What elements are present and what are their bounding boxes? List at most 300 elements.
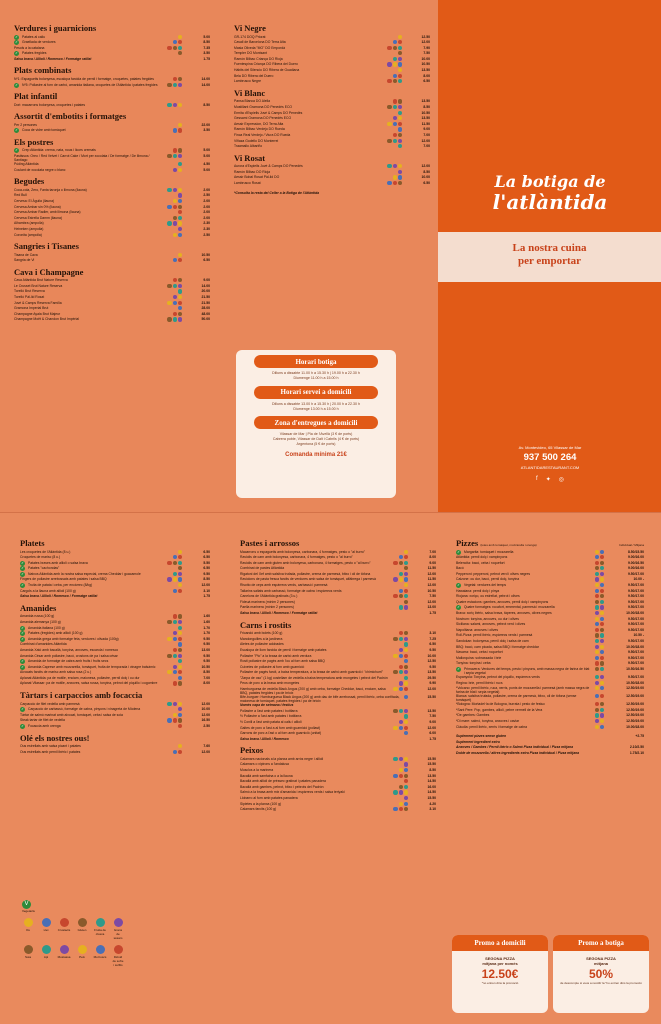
allergen-icon bbox=[404, 695, 408, 699]
allergen-icons bbox=[404, 731, 408, 735]
allergen-icons bbox=[167, 221, 182, 225]
menu-item-name: ½ Conill a l'ast amb patata al caliu i allioli bbox=[240, 719, 302, 724]
allergen-icons bbox=[595, 725, 604, 729]
allergen-icon bbox=[393, 105, 397, 109]
allergen-icon bbox=[167, 284, 171, 288]
allergen-icon bbox=[404, 681, 408, 685]
allergen-icon bbox=[173, 648, 177, 652]
menu-item-name: GR-174 DOQ Priorat bbox=[234, 34, 266, 39]
menu-item-price: 8.50 bbox=[203, 40, 210, 45]
pizza-item-price: 10.00/18.00 bbox=[626, 644, 644, 649]
pizza-item-name: Sandokan: bolonyesa, pernil dolç i salsa de carn bbox=[456, 639, 529, 643]
allergen-icon bbox=[404, 779, 408, 783]
allergen-icons bbox=[404, 642, 408, 646]
pizza-extra-price: 2.10/2.50 bbox=[629, 745, 644, 750]
menu-item-name: Risotto de ceps amb espàrrecs verds, carbassó i parmesà bbox=[240, 583, 328, 588]
pizza-item-price: 9.50/17.00 bbox=[627, 639, 644, 643]
pizza-item-name: Riojana: xoriço, ou estrellat, pebrot i olives bbox=[456, 594, 520, 599]
allergen-icon bbox=[595, 622, 599, 626]
allergen-icon bbox=[114, 945, 123, 954]
menu-item-price: 9.90 bbox=[429, 681, 436, 686]
allergen-icon bbox=[178, 51, 182, 55]
allergen-icon bbox=[595, 656, 599, 660]
menu-item bbox=[14, 317, 210, 323]
menu-item-name: Dori: macarrons bolonyesa, croquetes i patates bbox=[14, 102, 86, 107]
menu-item-name: Bacallà amb allioli de préssec gratinat i patates panadera bbox=[240, 779, 326, 784]
pizza-item-price: 9.00/16.00 bbox=[627, 566, 644, 571]
menu-item-name: Amanida Caprese amb mozzarella, tomàquet, fruita de temporada i vinagre balsàmic bbox=[28, 664, 156, 669]
vegetarian-icon: ✓ bbox=[457, 666, 460, 671]
menu-item-price: 12.00 bbox=[427, 599, 436, 604]
menu-item-price: 3.10 bbox=[203, 588, 210, 593]
menu-item-name: Coulant de xocolata negre o blanc bbox=[14, 167, 66, 172]
allergen-icon bbox=[600, 617, 604, 621]
phone-number[interactable]: 937 500 264 bbox=[523, 452, 577, 463]
facebook-icon[interactable]: f bbox=[536, 476, 538, 482]
allergen-label: Ou bbox=[25, 928, 30, 932]
delivery-hours-weekdays: Dilluns a dissabte 13.00 h a 15.30 h | 20.00 h a 22.30 h bbox=[271, 401, 361, 406]
menu-item-name: Masia Oliveda "MO" DO Empordà bbox=[234, 45, 286, 50]
menu-item-price: 7.00 bbox=[423, 144, 430, 149]
pizza-item-price: 9.00/16.00 bbox=[627, 555, 644, 560]
menu-item-name: Garrons de porc a l'ast o al forn amb guarnició (unitat) bbox=[240, 731, 322, 736]
menu-item-name: Macarrons o espaguetis amb bolonyesa, carbonara, 4 formatges, pesto o "al burro" bbox=[240, 549, 365, 554]
website-link[interactable]: ATLANTIDARESTAURANT.COM bbox=[520, 465, 580, 470]
menu-column-1 bbox=[20, 535, 210, 755]
menu-item-name: Crep Atlàntida: crema, nata, nous i licors cremats bbox=[22, 148, 96, 153]
menu-item-name: Pollastre de pagès farcit, a baixa temperatura, a la brasa de carbó amb guarnició i "chimichurri" bbox=[240, 670, 384, 675]
menu-item-name: Patates "cachondas" bbox=[28, 566, 60, 571]
menu-item-price: 13.50 bbox=[421, 68, 430, 73]
allergen-icons bbox=[173, 233, 182, 237]
allergen-icon bbox=[178, 162, 182, 166]
allergen-icon bbox=[404, 589, 408, 593]
allergen-icon bbox=[178, 555, 182, 559]
menu-item-name: Bife-burguer: Hamburguesa Black Angus (200 g) amb dau de bife arrebossat, pernil ibèric, ceba confitada, maionesa de tomàquet, patates fregides i pa de brioix bbox=[240, 695, 400, 704]
allergen-icons bbox=[167, 637, 182, 641]
allergen-icons bbox=[404, 600, 408, 604]
menu-item bbox=[14, 233, 210, 239]
vegetarian-icon: ✓ bbox=[457, 583, 460, 588]
shop-hours-weekdays: Dilluns a dissabte 11.00 h a 15.30 h | 19.00 h a 22.30 h bbox=[272, 371, 360, 375]
allergen-icon bbox=[600, 650, 604, 654]
allergen-icon bbox=[404, 726, 408, 730]
menu-item-name: Patates al caliu bbox=[22, 34, 45, 39]
allergen-icons bbox=[398, 35, 402, 39]
allergen-icon bbox=[399, 709, 403, 713]
menu-item-name: Torelló Pàl-lid Rosat bbox=[14, 295, 45, 300]
allergen-icon bbox=[24, 945, 33, 954]
allergen-icon bbox=[60, 918, 69, 927]
menu-item bbox=[240, 737, 436, 743]
menu-item-name: Pastissos: Oreo / Red Velvet / Carrot Cake / Mort per xocolata / De formatge / De llimona / Santiago bbox=[14, 154, 150, 163]
allergen-icon bbox=[595, 583, 599, 587]
allergen-icon bbox=[600, 555, 604, 559]
menu-item-name: Rigatoni del Xef amb salsitxa trufada, pollastre, crema de parmesà, bitxo i oli de tòfona bbox=[240, 571, 371, 576]
allergen-icons bbox=[393, 654, 408, 658]
allergen-icon bbox=[600, 611, 604, 615]
allergen-icon bbox=[178, 205, 182, 209]
allergen-icons bbox=[595, 617, 604, 621]
allergen-icon bbox=[178, 577, 182, 581]
menu-item-price: 5.00 bbox=[203, 148, 210, 153]
allergen-icon bbox=[404, 665, 408, 669]
allergen-icon bbox=[595, 725, 599, 729]
menu-item-price: 12.50 bbox=[421, 34, 430, 39]
menu-item bbox=[234, 181, 430, 187]
menu-item-name: Tàrtar de salmó marinat amb alvocat, tomàquet, ceba i salsa de soia bbox=[20, 712, 123, 717]
allergen-icon bbox=[600, 645, 604, 649]
menu-item bbox=[20, 724, 210, 730]
menu-item-price: 1.75 bbox=[429, 736, 436, 741]
allergen-icon bbox=[398, 181, 402, 185]
allergen-icons bbox=[404, 762, 408, 766]
allergen-icon bbox=[399, 790, 403, 794]
menu-item-name: Amanida de formatge de cabra amb fruits i fruits secs bbox=[28, 659, 109, 664]
allergen-legend-item bbox=[58, 945, 70, 967]
allergen-icon bbox=[600, 639, 604, 643]
allergen-icon bbox=[404, 637, 408, 641]
menu-item-name: Calamars o xipirons a l'andalusa bbox=[240, 762, 289, 767]
promo-delivery-line1: SEGONA PIZZA bbox=[485, 956, 515, 961]
menu-item-price: 8.00 bbox=[429, 555, 436, 560]
menu-item-price: 5.50 bbox=[203, 560, 210, 565]
allergen-icon bbox=[178, 317, 182, 321]
allergen-icons bbox=[178, 123, 182, 127]
pizza-item-price: 9.50/17.00 bbox=[627, 605, 644, 610]
menu-item-price: 12.00 bbox=[427, 687, 436, 692]
menu-item-name: Lambrusco Negre bbox=[234, 79, 261, 84]
allergen-icon bbox=[178, 750, 182, 754]
menu-item-price: 29.50 bbox=[427, 675, 436, 680]
menu-item-price: 2.50 bbox=[203, 193, 210, 198]
pizza-extra-name: Suplement ingredient extra bbox=[456, 739, 500, 744]
allergen-icons bbox=[595, 694, 604, 698]
menu-item bbox=[14, 103, 210, 109]
twitter-icon[interactable]: ✦ bbox=[545, 477, 551, 483]
vegetarian-icon: ✓ bbox=[21, 571, 24, 576]
allergen-icon bbox=[178, 128, 182, 132]
allergen-icon bbox=[595, 719, 599, 723]
allergen-icon bbox=[393, 654, 397, 658]
allergen-icon bbox=[60, 945, 69, 954]
menu-item-price: 7.50 bbox=[429, 714, 436, 719]
allergen-icons bbox=[399, 768, 408, 772]
vegetarian-icon: ✓ bbox=[15, 34, 18, 39]
allergen-label: Crustacis bbox=[57, 928, 71, 932]
menu-item-name: Cervesa Ambar Radler, amb llimona (llauna) bbox=[14, 210, 81, 215]
menu-item-name: Amanida russa (100 g) bbox=[20, 614, 55, 619]
allergen-icons bbox=[399, 802, 408, 806]
allergen-icon bbox=[398, 127, 402, 131]
allergen-icons bbox=[399, 555, 408, 559]
allergen-icons bbox=[404, 566, 408, 570]
allergen-icons bbox=[399, 589, 408, 593]
allergen-icon bbox=[167, 221, 171, 225]
allergen-icons bbox=[167, 317, 182, 321]
allergen-icon bbox=[173, 665, 177, 669]
allergen-icon bbox=[173, 258, 177, 262]
allergen-icon bbox=[595, 572, 599, 576]
allergen-icon bbox=[387, 139, 391, 143]
allergen-icons bbox=[399, 572, 408, 576]
menu-item-name: Pollastre a l'ast amb patates i botifarra bbox=[240, 708, 298, 713]
allergen-icon bbox=[173, 561, 177, 565]
menu-item-price: 13.50 bbox=[421, 99, 430, 104]
menu-item-price: 7.90 bbox=[423, 45, 430, 50]
allergen-icon bbox=[404, 807, 408, 811]
allergen-icon bbox=[600, 667, 604, 671]
allergen-icon bbox=[24, 918, 33, 927]
menu-item-name: Pollastre "Pio" a la brasa de carbó amb verdura bbox=[240, 653, 312, 658]
allergen-icons bbox=[398, 68, 402, 72]
allergen-icons bbox=[595, 566, 604, 570]
allergen-legend-item bbox=[76, 945, 88, 967]
allergen-icons bbox=[393, 670, 408, 674]
pizza-item-price: 9.50/17.00 bbox=[627, 571, 644, 576]
menu-item-name: Salsa brava / Allioli / Romesco / Formatge ratllat bbox=[14, 56, 92, 61]
menu-item-price: 6.50 bbox=[203, 555, 210, 560]
allergen-icons bbox=[393, 687, 408, 691]
menu-item-price: 10.50 bbox=[201, 664, 210, 669]
allergen-icons bbox=[595, 605, 604, 609]
allergen-icon bbox=[173, 278, 177, 282]
allergen-icon bbox=[398, 40, 402, 44]
menu-item-price: 2.00 bbox=[203, 187, 210, 192]
allergen-icon bbox=[167, 637, 171, 641]
allergen-icon bbox=[404, 720, 408, 724]
pizza-item-name: *Bologna: Mortadel·la de Bologna, burrata i pesto de festuc bbox=[456, 702, 545, 707]
allergen-icons bbox=[387, 139, 402, 143]
allergen-icon bbox=[398, 170, 402, 174]
pizza-item-price: 9.50/17.00 bbox=[627, 650, 644, 655]
allergen-icon bbox=[178, 631, 182, 635]
allergen-icons bbox=[173, 713, 182, 717]
menu-item-price: 6.50 bbox=[423, 180, 430, 185]
allergen-icon bbox=[178, 210, 182, 214]
allergen-icon bbox=[595, 550, 599, 554]
allergen-icon bbox=[173, 83, 177, 87]
menu-item-name: Amanida italiana (100 g) bbox=[28, 625, 65, 630]
menu-item-name: Aplanat Atlàntida: pa de motlle, enciam, maionesa, pollastre, pernil dolç i ou dur bbox=[20, 675, 140, 680]
menu-item-price: 10.00 bbox=[427, 653, 436, 658]
allergen-icons bbox=[393, 757, 408, 761]
instagram-icon[interactable]: ◎ bbox=[558, 477, 564, 483]
allergen-icons bbox=[173, 199, 182, 203]
menu-item bbox=[14, 128, 210, 134]
vegetarian-icon: ✓ bbox=[457, 549, 460, 554]
pizza-item-name: Regina: brie, pernil ibèric i rucs bbox=[456, 680, 503, 685]
pizza-item-price: 9.50/17.00 bbox=[627, 583, 644, 588]
allergen-icons bbox=[173, 665, 182, 669]
allergen-icon bbox=[595, 566, 599, 570]
allergen-icons bbox=[399, 605, 408, 609]
allergen-icons bbox=[167, 301, 182, 305]
allergen-icon bbox=[178, 681, 182, 685]
allergen-icons bbox=[167, 154, 182, 158]
menu-item-name: Finca Real Verdejo / Viura DO Rueda bbox=[234, 132, 291, 137]
menu-item-name: Musclos a la marinera bbox=[240, 767, 274, 772]
allergen-icon bbox=[393, 74, 397, 78]
menu-item-name: Alhambra (ampolla) bbox=[14, 221, 44, 226]
allergen-icon bbox=[404, 654, 408, 658]
allergen-icon bbox=[398, 116, 402, 120]
menu-item-name: Truita de patata i ceba, per encàrrec (8/kg) bbox=[28, 583, 93, 588]
menu-item-price: 9.00 bbox=[203, 278, 210, 283]
section-title: Tàrtars i carpaccios amb focaccia bbox=[20, 690, 143, 701]
allergen-icons bbox=[387, 181, 402, 185]
allergen-icon bbox=[178, 46, 182, 50]
allergen-icon bbox=[178, 626, 182, 630]
allergen-icon bbox=[399, 768, 403, 772]
menu-item-price: 13.50 bbox=[421, 116, 430, 121]
allergen-icon bbox=[399, 687, 403, 691]
menu-item-price: 50.00 bbox=[201, 317, 210, 322]
menu-item-price: 1.60 bbox=[203, 619, 210, 624]
allergen-icon bbox=[595, 713, 599, 717]
allergen-icons bbox=[399, 648, 408, 652]
allergen-icons bbox=[167, 188, 182, 192]
allergen-icon bbox=[595, 675, 599, 679]
allergen-icons bbox=[404, 714, 408, 718]
allergen-icon bbox=[399, 605, 403, 609]
allergen-icons bbox=[595, 555, 604, 559]
allergen-icons bbox=[393, 99, 402, 103]
menu-item-name: Púding Atlàntida bbox=[14, 162, 39, 167]
tagline-line-1: La nostra cuina bbox=[512, 242, 587, 254]
allergen-icon bbox=[393, 175, 397, 179]
allergen-icon bbox=[167, 188, 171, 192]
allergen-label: Soia bbox=[24, 955, 31, 959]
allergen-icons bbox=[595, 675, 604, 679]
vegetarian-label: Vegetarià bbox=[22, 909, 35, 913]
allergen-icon bbox=[595, 650, 599, 654]
menu-item-name: Hàbits del Silencio DO Ribera de Guadiana bbox=[234, 68, 300, 73]
menu-item-price: 28.00 bbox=[201, 306, 210, 311]
allergen-icons bbox=[167, 577, 182, 581]
section-title: Verdures i guarnicions bbox=[14, 23, 97, 33]
allergen-icons bbox=[173, 572, 182, 576]
allergen-icons bbox=[178, 550, 182, 554]
allergen-icon bbox=[393, 116, 397, 120]
promo-delivery-note: *no entren dins la promoció bbox=[481, 981, 519, 985]
menu-item-name: Ermita d'Espiells Juvé & Camps DO Penedès bbox=[234, 110, 303, 115]
allergen-icon bbox=[178, 284, 182, 288]
allergen-icon bbox=[178, 642, 182, 646]
menu-item-price: 4.50 bbox=[203, 162, 210, 167]
menu-item-price: 2.50 bbox=[203, 232, 210, 237]
allergen-label: Api bbox=[43, 955, 49, 959]
menu-item-price: 14.00 bbox=[201, 283, 210, 288]
promo-shop-note: de descompte si veus a recollir la *no entren dins la promoció bbox=[560, 981, 642, 985]
menu-item-name: Combinat de pastes Atlàntida bbox=[240, 566, 285, 571]
section-title: Pastes i arrossos bbox=[240, 538, 300, 548]
allergen-icon bbox=[173, 168, 177, 172]
menu-item-price: 16.50 bbox=[201, 718, 210, 723]
menu-item-name: Raviolons de pasta fresca farcits de verdures amb salsa de tomàquet, alfàbrega i parmesà bbox=[240, 577, 376, 582]
allergen-icon bbox=[399, 654, 403, 658]
allergen-icon bbox=[600, 600, 604, 604]
allergen-icons bbox=[595, 611, 604, 615]
allergen-label: Grans de sèsam bbox=[113, 928, 123, 940]
menu-item-price: 12.00 bbox=[201, 583, 210, 588]
vegetarian-icon: ✓ bbox=[21, 659, 24, 664]
allergen-label: Gluten bbox=[77, 928, 87, 932]
menu-item-name: Cervesa Ambar sin 0% (llauna) bbox=[14, 204, 61, 209]
allergen-icon bbox=[173, 221, 177, 225]
allergen-icon bbox=[399, 774, 403, 778]
allergen-icon bbox=[178, 707, 182, 711]
menu-item-name: Cava Atlàntida Brut Nature Reserva bbox=[14, 278, 68, 283]
allergen-icons bbox=[387, 46, 402, 50]
section-title: Platets bbox=[20, 538, 45, 548]
allergen-icon bbox=[600, 702, 604, 706]
allergen-icon bbox=[387, 62, 391, 66]
allergen-legend-item bbox=[112, 918, 124, 940]
promo-delivery bbox=[452, 935, 548, 1013]
allergen-icons bbox=[398, 51, 402, 55]
section-title: Sangries i Tisanes bbox=[14, 241, 79, 252]
pizza-item-price: 12.50/19.00 bbox=[626, 694, 644, 699]
menu-item-price: 20.00 bbox=[201, 289, 210, 294]
menu-item bbox=[20, 594, 210, 600]
pizza-item-price: 10.00/18.00 bbox=[626, 611, 644, 616]
menu-item-name: Red Bull bbox=[14, 193, 27, 198]
allergen-icon bbox=[178, 676, 182, 680]
allergen-icon bbox=[600, 661, 604, 665]
allergen-icons bbox=[173, 278, 182, 282]
allergen-icons bbox=[167, 718, 182, 722]
allergen-icon bbox=[404, 802, 408, 806]
allergen-icon bbox=[404, 670, 408, 674]
allergen-icons bbox=[393, 726, 408, 730]
menu-item-price: 6.00 bbox=[429, 731, 436, 736]
pizza-item-name: Clàudia: pernil ibèric, xerris i formatge de cabra bbox=[456, 724, 528, 729]
pizza-item-name: Calzone: ou dur, bacó, pernil dolç, tonyina bbox=[456, 577, 520, 582]
menu-item-price: 7.50 bbox=[423, 51, 430, 56]
allergen-icon bbox=[399, 577, 403, 581]
allergen-icon bbox=[167, 620, 171, 624]
menu-item-price: 1.60 bbox=[203, 614, 210, 619]
section-title: Begudes bbox=[14, 176, 45, 187]
allergen-icon bbox=[393, 709, 397, 713]
allergen-icon bbox=[167, 154, 171, 158]
pizza-extra-name: Doble de mozzarella / altres ingredients extra Pizza individual / Pizza mitjana bbox=[456, 751, 580, 755]
allergen-icon bbox=[393, 122, 397, 126]
pizza-item-name: Brava: xoriç ibèric, salsa brava, tàperes, anxoves, olives negres bbox=[456, 611, 552, 616]
menu-item-price: 3.50 bbox=[203, 51, 210, 56]
allergen-icon bbox=[398, 79, 402, 83]
menu-column-2 bbox=[234, 20, 430, 195]
allergen-icon bbox=[399, 594, 403, 598]
allergen-icon bbox=[595, 594, 599, 598]
menu-item-name: Juvé & Camps Reserva Família bbox=[14, 300, 62, 305]
pizza-item-name: Mallorquina: sobrassada i brie bbox=[456, 655, 502, 660]
allergen-icon bbox=[600, 694, 604, 698]
menu-item-price: 16.00 bbox=[427, 784, 436, 789]
pizza-extra-name: Suplement pizzes sense gluten bbox=[456, 734, 507, 739]
pizza-item-price: 12.50/19.00 bbox=[626, 719, 644, 724]
menu-item-price: 6.50 bbox=[203, 566, 210, 571]
delivery-zone-2: Cabrera poble, Vilassar de Dalt i Cabrils (4 € de ports) bbox=[272, 437, 360, 442]
pizza-item-price: 12.50/19.00 bbox=[626, 686, 644, 691]
allergen-icon bbox=[393, 99, 397, 103]
menu-item-name: Aplanat Vilassar: pa de motlle, anxoves, salsa russa, tonyina, pebrot del piquillo i cogombre bbox=[20, 681, 158, 686]
pizza-item-name: Espanyola: Tonyina, pebrot del piquillo, espàrrecs verds bbox=[456, 675, 540, 679]
menu-item-name: Calamars farcits (100 g) bbox=[240, 807, 277, 812]
pizza-item-name: *De gambes: Gambes bbox=[456, 713, 490, 718]
menu-item-name: Nº5: Pollastre al forn de carbó, amanida italiana, croquetes de l'Atlàntida i patates fregides bbox=[22, 82, 158, 87]
